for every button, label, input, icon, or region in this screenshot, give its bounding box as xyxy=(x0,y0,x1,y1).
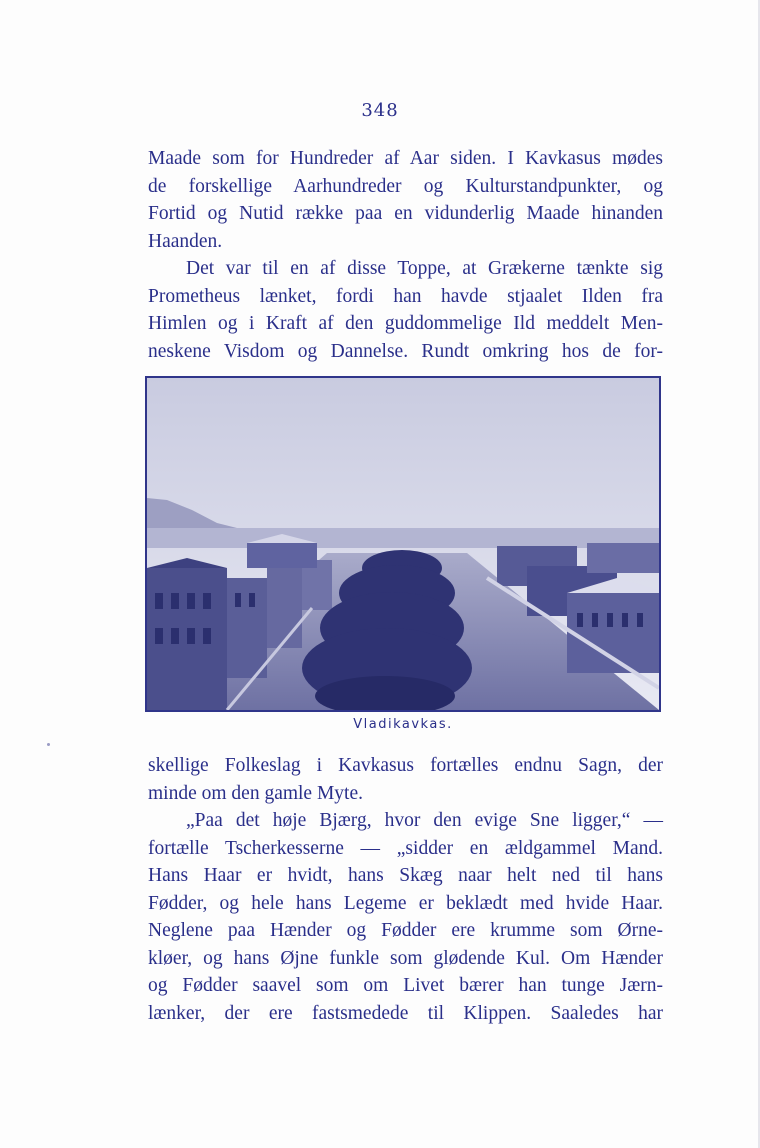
text-line: skellige Folkeslag i Kavkasus fortælles endnu Sagn, der xyxy=(148,755,663,776)
text-line: „Paa det høje Bjærg, hvor den evige Sne ligger,“ — xyxy=(186,810,663,831)
text-line: Himlen og i Kraft af den guddommelige Ild meddelt Men- xyxy=(148,313,663,334)
street-illustration xyxy=(147,378,659,710)
text-line: Fødder, og hele hans Legeme er beklædt med hvide Haar. xyxy=(148,892,663,914)
text-line: Det var til en af disse Toppe, at Grækerne tænkte sig xyxy=(186,258,663,279)
paper-speck xyxy=(47,743,50,746)
text-line: Prometheus lænket, fordi han havde stjaalet Ilden fra xyxy=(148,285,663,307)
text-line: de forskellige Aarhundreder og Kulturstandpunkter, og xyxy=(148,175,663,197)
text-bottom xyxy=(148,752,663,1027)
text-top xyxy=(148,145,663,365)
text-line: minde om den gamle Myte. xyxy=(148,782,363,804)
street-photograph xyxy=(145,376,661,712)
figure-caption: Vladikavkas. xyxy=(353,717,453,732)
text-line: Neglene paa Hænder og Fødder ere krumme som Ørne- xyxy=(148,920,663,941)
text-line: fortælle Tscherkesserne — „sidder en ældgammel Mand. xyxy=(148,837,663,859)
text-line: lænker, der ere fastsmedede til Klippen. Saaledes har xyxy=(148,1002,663,1024)
text-line: kløer, og hans Øjne funkle som glødende Kul. Om Hænder xyxy=(148,947,663,969)
page-number: 348 xyxy=(361,100,399,121)
text-line: og Fødder saavel som om Livet bærer han tunge Jærn- xyxy=(148,975,663,996)
text-line: neskene Visdom og Dannelse. Rundt omkring hos de for- xyxy=(148,340,663,362)
text-line: Hans Haar er hvidt, hans Skæg naar helt ned til hans xyxy=(148,865,663,886)
text-line: Haanden. xyxy=(148,230,223,252)
text-line: Maade som for Hundreder af Aar siden. I Kavkasus mødes xyxy=(148,148,663,169)
text-line: Fortid og Nutid række paa en vidunderlig Maade hinanden xyxy=(148,203,663,224)
